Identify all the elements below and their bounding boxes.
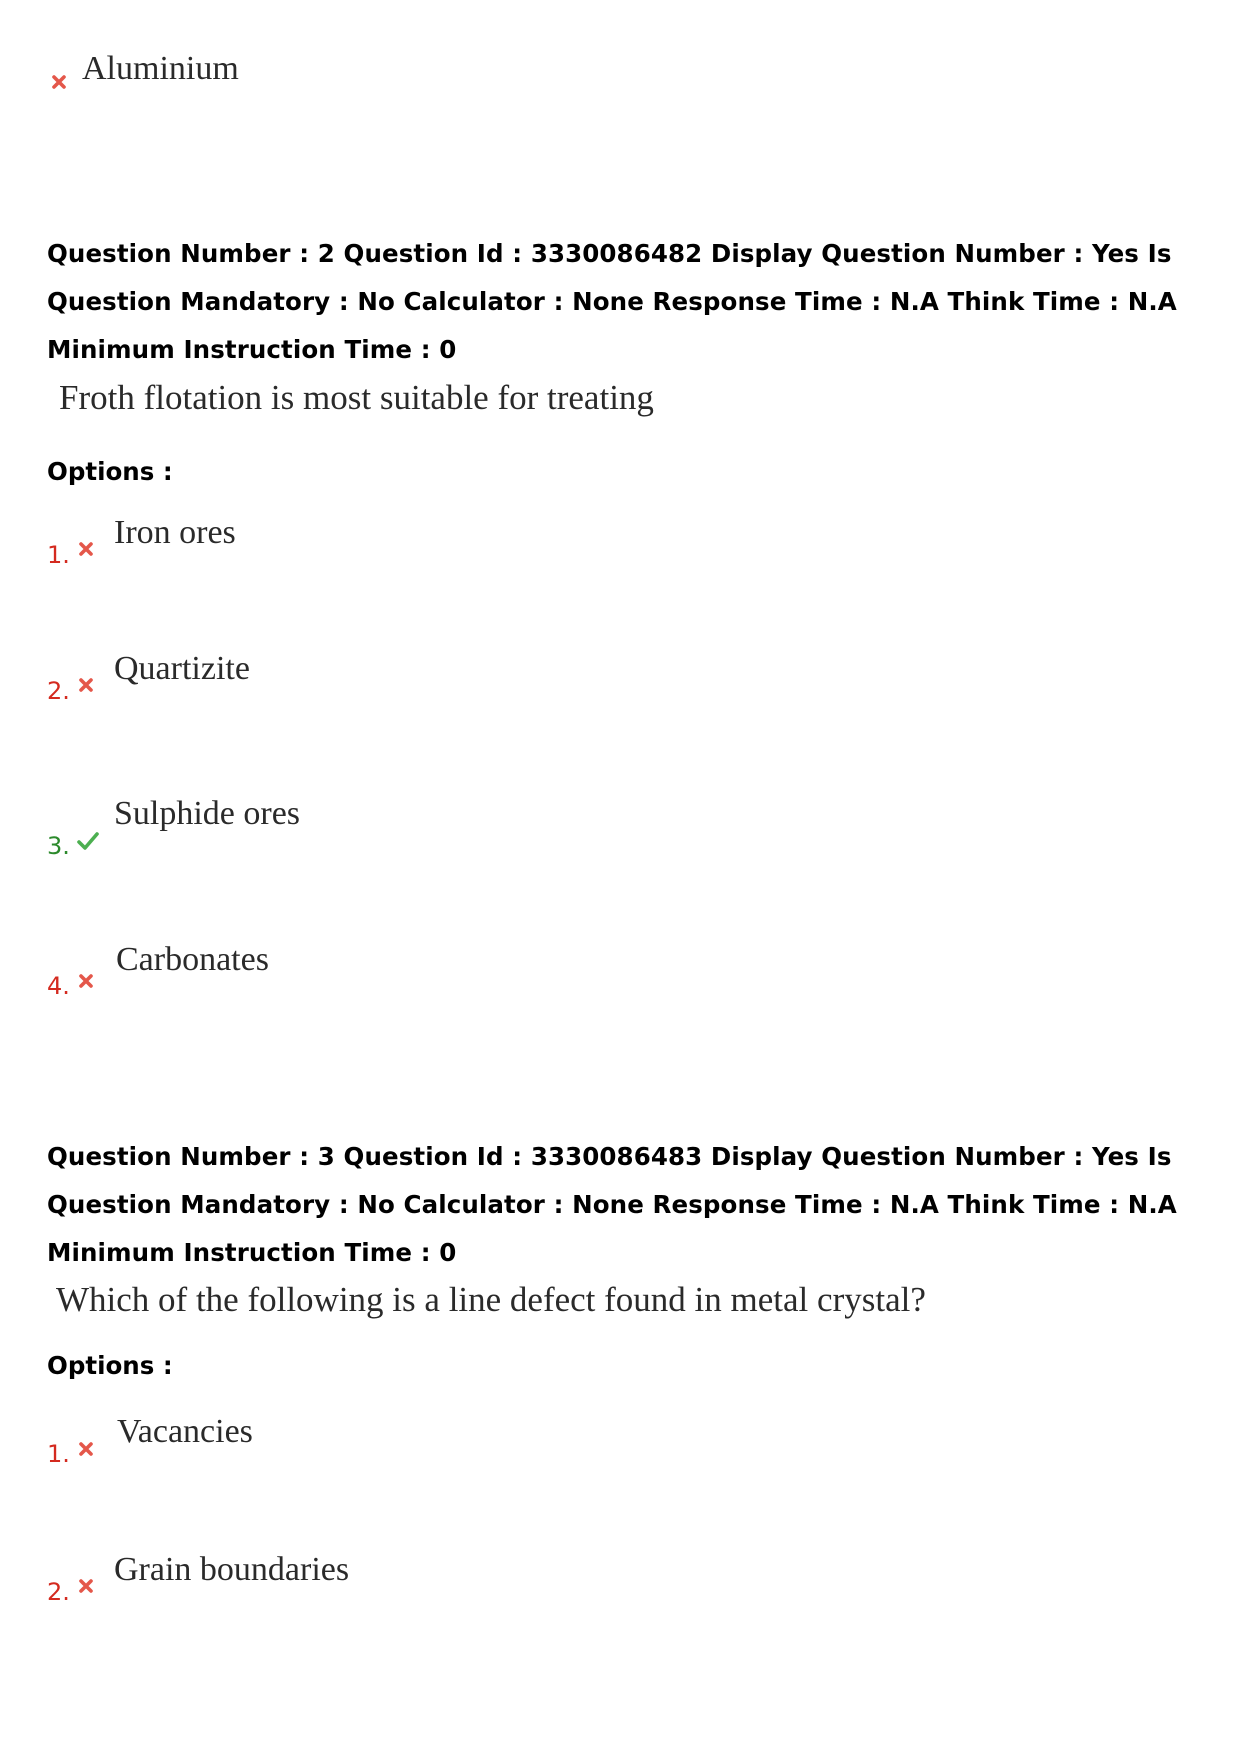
option-number: 2. <box>47 677 70 705</box>
question-3-stem: Which of the following is a line defect found in metal crystal? <box>56 1280 926 1319</box>
wrong-mark-icon <box>78 973 94 989</box>
wrong-mark-icon <box>51 74 67 90</box>
option-text: Iron ores <box>114 514 236 551</box>
option-number: 1. <box>47 1440 70 1468</box>
correct-check-icon <box>77 831 99 851</box>
wrong-mark-icon <box>78 541 94 557</box>
option-text: Carbonates <box>116 941 269 978</box>
wrong-mark-icon <box>78 1441 94 1457</box>
option-text: Aluminium <box>82 50 239 87</box>
option-number: 1. <box>47 541 70 569</box>
wrong-mark-icon <box>78 677 94 693</box>
question-2-stem: Froth flotation is most suitable for treating <box>59 378 654 417</box>
question-2-options-label: Options : <box>47 457 173 486</box>
wrong-mark-icon <box>78 1578 94 1594</box>
option-number: 2. <box>47 1578 70 1606</box>
question-3-meta: Question Number : 3 Question Id : 3330086483 Display Question Number : Yes Is Question Mandatory : No Calculator : None Response Time : N.A Think Time : N.A Minimum Instruction Time : 0 <box>47 1142 1177 1267</box>
option-text: Grain boundaries <box>114 1551 350 1588</box>
option-number: 3. <box>47 832 70 860</box>
question-3-options-label: Options : <box>47 1351 173 1380</box>
option-text: Sulphide ores <box>114 795 301 832</box>
option-number: 4. <box>47 972 70 1000</box>
option-text: Vacancies <box>117 1413 253 1450</box>
option-text: Quartizite <box>114 650 250 687</box>
question-2-meta: Question Number : 2 Question Id : 3330086482 Display Question Number : Yes Is Question Mandatory : No Calculator : None Response Time : N.A Think Time : N.A Minimum Instruction Time : 0 <box>47 239 1177 364</box>
